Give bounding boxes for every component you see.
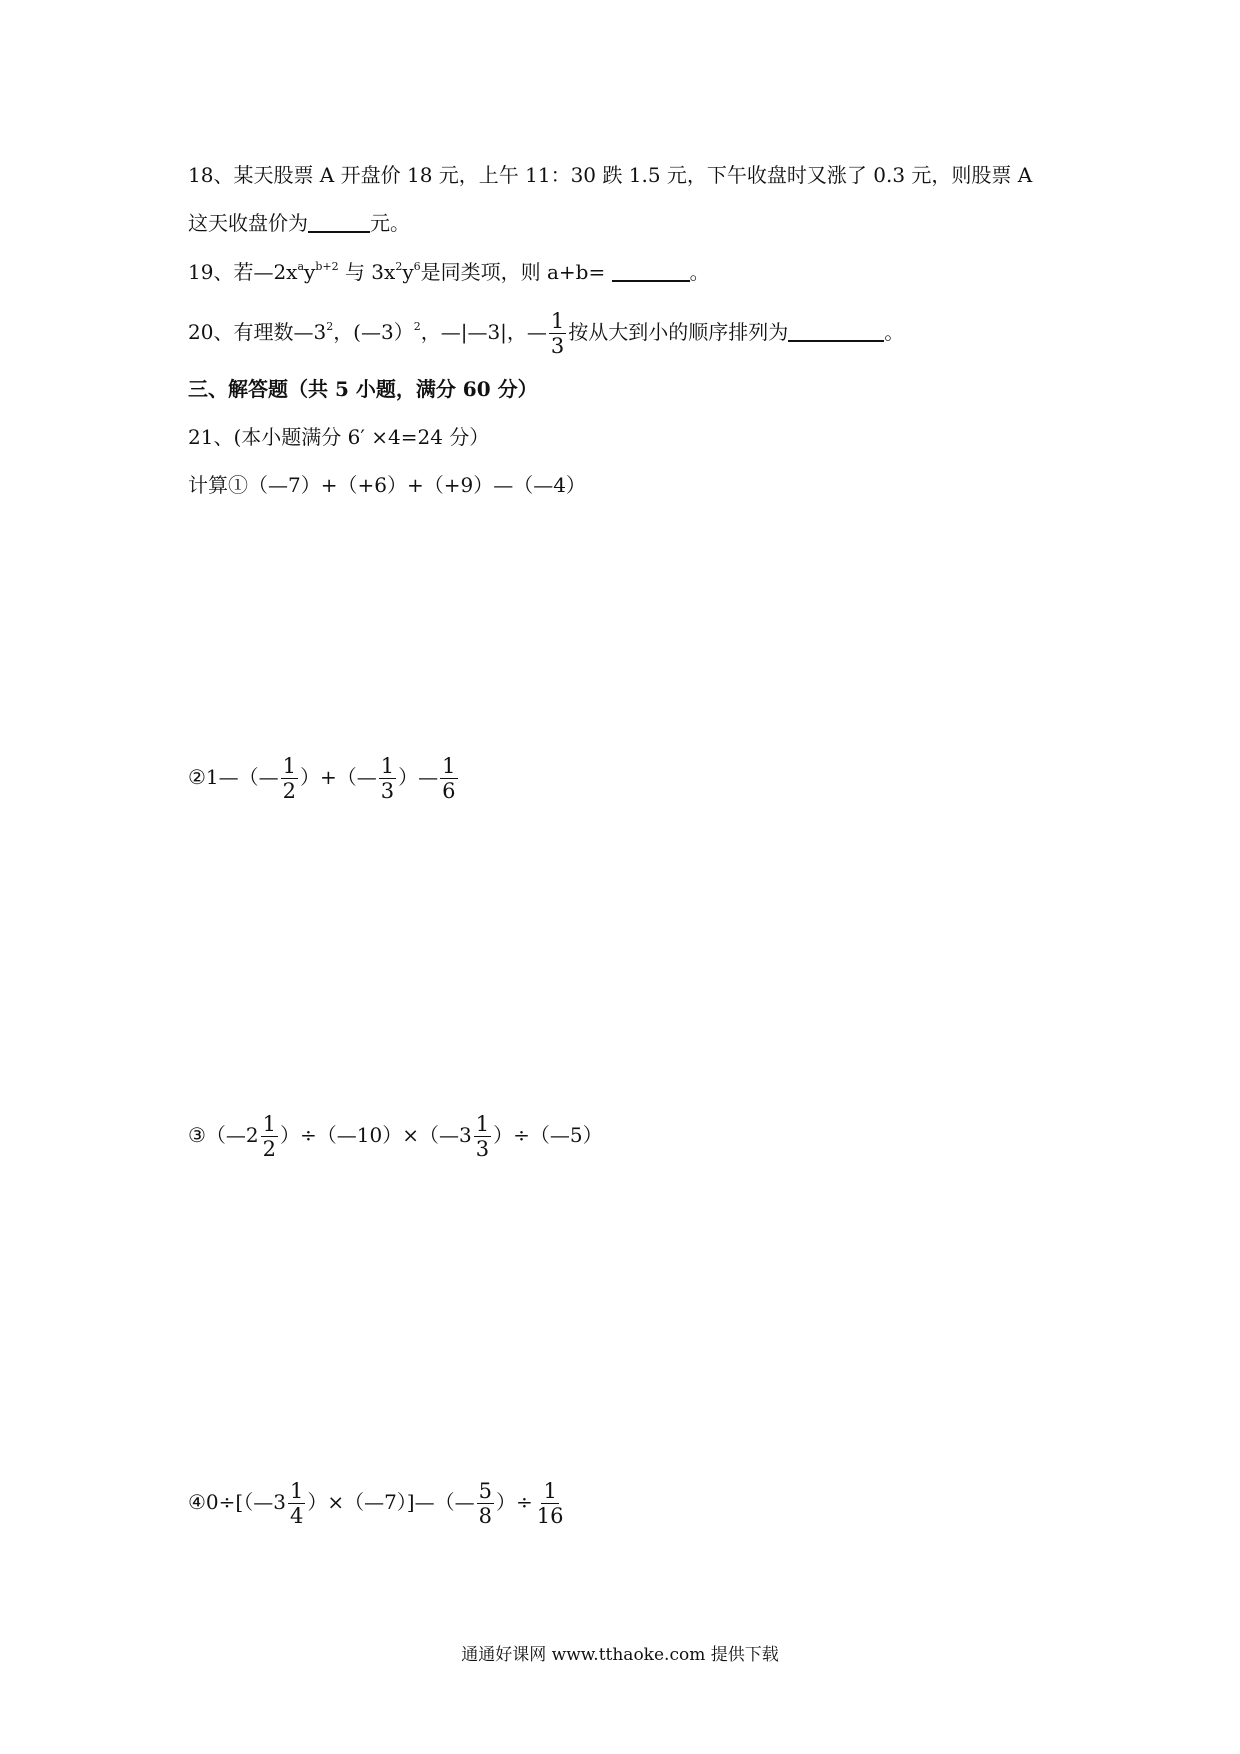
- fraction: $\frac{1}{16}$: [536, 1479, 564, 1529]
- question-21-part-1: 计算①（—7）+（+6）+（+9）—（—4）: [188, 473, 586, 497]
- fraction: $\frac{1}{4}$: [289, 1479, 304, 1529]
- question-21-header: 21、(本小题满分 6′ ×4=24 分）: [188, 425, 490, 449]
- answer-blank-20: [788, 340, 884, 342]
- question-18-line-2: 这天收盘价为 元。: [188, 211, 410, 235]
- page-footer: 通通好课网 www.tthaoke.com 提供下载: [461, 1645, 779, 1665]
- fraction: $\frac{1}{3}$: [475, 1112, 490, 1162]
- question-20: 20、有理数$—3^2$，(—3）$^2$，—|—3|，— $\frac{1}{3}$ 按从大到小的顺序排列为 。: [188, 309, 905, 359]
- question-18-text: 18、某天股票 A 开盘价 18 元，上午 11：30 跌 1.5 元，下午收盘时又涨了 0.3 元，则股票 A: [188, 163, 1033, 187]
- fraction: $\frac{1}{3}$: [380, 754, 395, 804]
- fraction-one-third: $\frac{1}{3}$: [550, 309, 565, 359]
- answer-blank-19: [612, 280, 690, 282]
- question-21-part-2: ②1—（— $\frac{1}{2}$ ）+（— $\frac{1}{3}$ ）— $\frac{1}{6}$: [188, 754, 456, 804]
- fraction: $\frac{1}{2}$: [262, 1112, 277, 1162]
- question-18-line-1: [188, 165, 1032, 185]
- question-21-part-4: ④0÷[（—3 $\frac{1}{4}$ ）×（—7）]—（— $\frac{5}{8}$ ）÷ $\frac{1}{16}$: [188, 1479, 564, 1529]
- question-21-part-3: ③（—2 $\frac{1}{2}$ ）÷（—10）×（—3 $\frac{1}{3}$ ）÷（—5）: [188, 1112, 603, 1162]
- question-19: 19、若$—2x^ay^{b+2}$ 与 $3x^2y^6$是同类项，则 a+b= 。: [188, 260, 710, 284]
- fraction: $\frac{5}{8}$: [478, 1479, 492, 1529]
- section-3-title: 三、解答题（共 5 小题，满分 60 分）: [188, 377, 538, 401]
- answer-blank-18: [308, 231, 370, 233]
- fraction: $\frac{1}{2}$: [282, 754, 297, 804]
- fraction: $\frac{1}{6}$: [442, 754, 456, 804]
